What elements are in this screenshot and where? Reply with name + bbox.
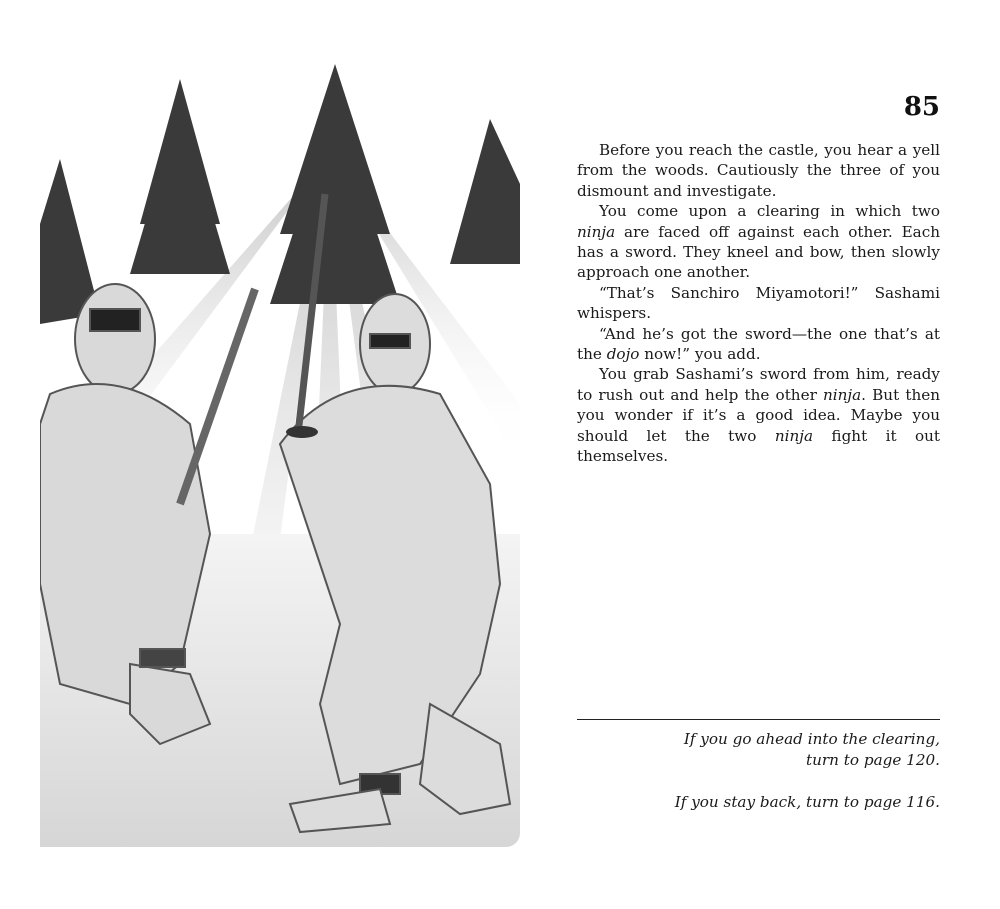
- ninja-duel-illustration: [40, 64, 520, 847]
- paragraph-5: You grab Sashami’s sword from him, ready to rush out and help the other ninja. But then you wonder if it’s a good idea. Maybe you should let the two ninja fight it out themselves.: [577, 365, 940, 466]
- choice-stay-back: If you stay back, turn to page 116.: [674, 793, 940, 811]
- paragraph-4: “And he’s got the sword—the one that’s at the dojo now!” you add.: [577, 324, 940, 364]
- choices: [577, 729, 940, 813]
- paragraph-3: “That’s Sanchiro Miyamotori!” Sashami whispers.: [577, 283, 940, 323]
- illustration-drawing: [40, 64, 520, 847]
- choices-divider: [577, 719, 940, 720]
- page-number: 85: [903, 92, 940, 122]
- sword-guard: [286, 426, 318, 438]
- choice-clearing: If you go ahead into the clearing, turn to page 120.: [683, 730, 940, 769]
- story-text: [577, 140, 940, 467]
- paragraph-1: Before you reach the castle, you hear a yell from the woods. Cautiously the three of you dismount and investigate.: [577, 141, 940, 200]
- paragraph-2: You come upon a clearing in which two ninja are faced off against each other. Each has a sword. They kneel and bow, then slowly approach one another.: [577, 202, 940, 282]
